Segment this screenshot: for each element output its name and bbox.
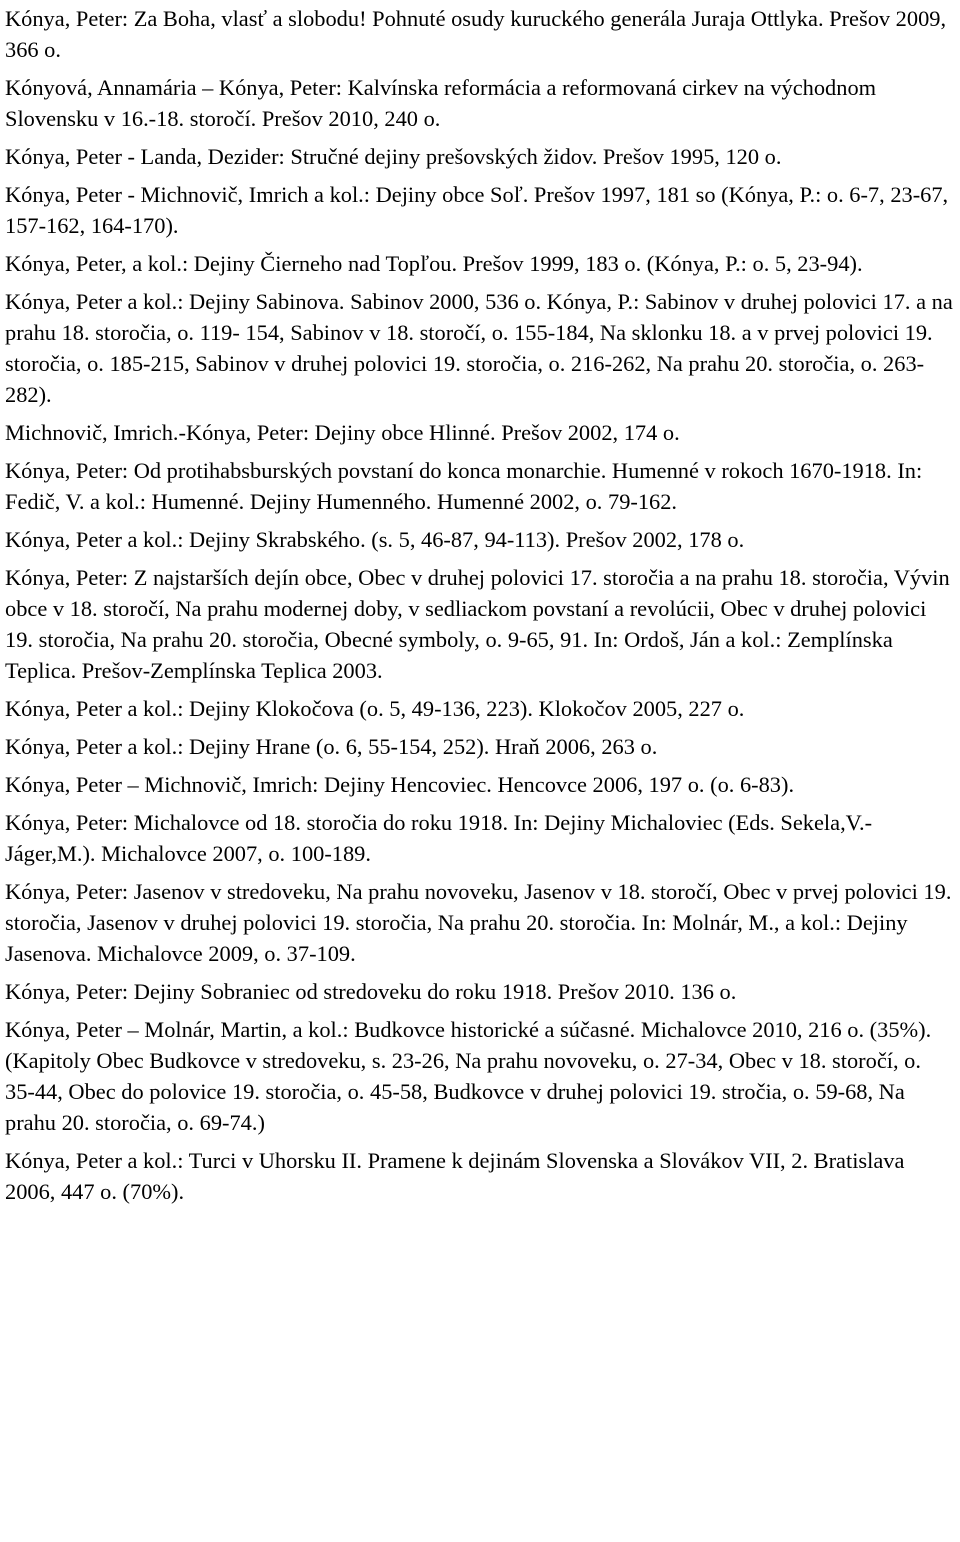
bibliography-entry: Kónya, Peter: Jasenov v stredoveku, Na prahu novoveku, Jasenov v 18. storočí, Obec v prvej polovici 19. storočia, Jasenov v druhej polovici 19. storočia, Na prahu 20. storočia. In: Molnár, M., a kol.: Dejiny Jasenova. Michalovce 2009, o. 37-109. [5, 879, 952, 966]
bibliography-entry: Kónya, Peter: Z najstarších dejín obce, Obec v druhej polovici 17. storočia a na prahu 18. storočia, Vývin obce v 18. storočí, Na prahu modernej doby, v sedliackom povstaní a revolúcii, Obec v druhej polovici 19. storočia, Na prahu 20. storočia, Obecné symboly, o. 9-65, 91. In: Ordoš, Ján a kol.: Zemplínska Teplica. Prešov-Zemplínska Teplica 2003. [5, 565, 950, 683]
bibliography-entry: Kónya, Peter - Landa, Dezider: Stručné dejiny prešovských židov. Prešov 1995, 120 o. [5, 144, 782, 169]
bibliography-entry: Kónya, Peter – Molnár, Martin, a kol.: Budkovce historické a súčasné. Michalovce 2010, 216 o. (35%). (Kapitoly Obec Budkovce v stredoveku, s. 23-26, Na prahu novoveku, o. 27-34, Obec v 18. storočí, o. 35-44, Obec do polovice 19. storočia, o. 45-58, Budkovce v druhej polovici 19. stročia, o. 59-68, Na prahu 20. storočia, o. 69-74.) [5, 1017, 932, 1135]
bibliography-entry: Kónya, Peter a kol.: Dejiny Skrabského. (s. 5, 46-87, 94-113). Prešov 2002, 178 o. [5, 527, 745, 552]
bibliography-entry: Kónya, Peter: Dejiny Sobraniec od stredoveku do roku 1918. Prešov 2010. 136 o. [5, 979, 737, 1004]
bibliography-page [5, 3, 955, 1214]
bibliography-entry: Kónya, Peter a kol.: Dejiny Klokočova (o. 5, 49-136, 223). Klokočov 2005, 227 o. [5, 696, 745, 721]
bibliography-entry: Michnovič, Imrich.-Kónya, Peter: Dejiny obce Hlinné. Prešov 2002, 174 o. [5, 420, 680, 445]
bibliography-entry: Kónyová, Annamária – Kónya, Peter: Kalvínska reformácia a reformovaná cirkev na východnom Slovensku v 16.-18. storočí. Prešov 2010, 240 o. [5, 75, 877, 131]
bibliography-entry: Kónya, Peter, a kol.: Dejiny Čierneho nad Topľou. Prešov 1999, 183 o. (Kónya, P.: o. 5, 23-94). [5, 251, 863, 276]
bibliography-entry: Kónya, Peter: Michalovce od 18. storočia do roku 1918. In: Dejiny Michaloviec (Eds. Sekela,V.-Jáger,M.). Michalovce 2007, o. 100-189. [5, 810, 873, 866]
bibliography-entry: Kónya, Peter a kol.: Turci v Uhorsku II. Pramene k dejinám Slovenska a Slovákov VII, 2. Bratislava 2006, 447 o. (70%). [5, 1148, 905, 1204]
bibliography-entry: Kónya, Peter - Michnovič, Imrich a kol.: Dejiny obce Soľ. Prešov 1997, 181 so (Kónya, P.: o. 6-7, 23-67, 157-162, 164-170). [5, 182, 949, 238]
bibliography-entry: Kónya, Peter – Michnovič, Imrich: Dejiny Hencoviec. Hencovce 2006, 197 o. (o. 6-83). [5, 772, 795, 797]
bibliography-entry: Kónya, Peter a kol.: Dejiny Hrane (o. 6, 55-154, 252). Hraň 2006, 263 o. [5, 734, 658, 759]
bibliography-entry: Kónya, Peter: Od protihabsburských povstaní do konca monarchie. Humenné v rokoch 1670-1918. In: Fedič, V. a kol.: Humenné. Dejiny Humenného. Humenné 2002, o. 79-162. [5, 458, 923, 514]
bibliography-entry: Kónya, Peter a kol.: Dejiny Sabinova. Sabinov 2000, 536 o. Kónya, P.: Sabinov v druhej polovici 17. a na prahu 18. storočia, o. 119- 154, Sabinov v 18. storočí, o. 155-184, Na sklonku 18. a v prvej polovici 19. storočia, o. 185-215, Sabinov v druhej polovici 19. storočia, o. 216-262, Na prahu 20. storočia, o. 263-282). [5, 289, 953, 407]
bibliography-entry: Kónya, Peter: Za Boha, vlasť a slobodu! Pohnuté osudy kuruckého generála Juraja Ottlyka. Prešov 2009, 366 o. [5, 6, 947, 62]
